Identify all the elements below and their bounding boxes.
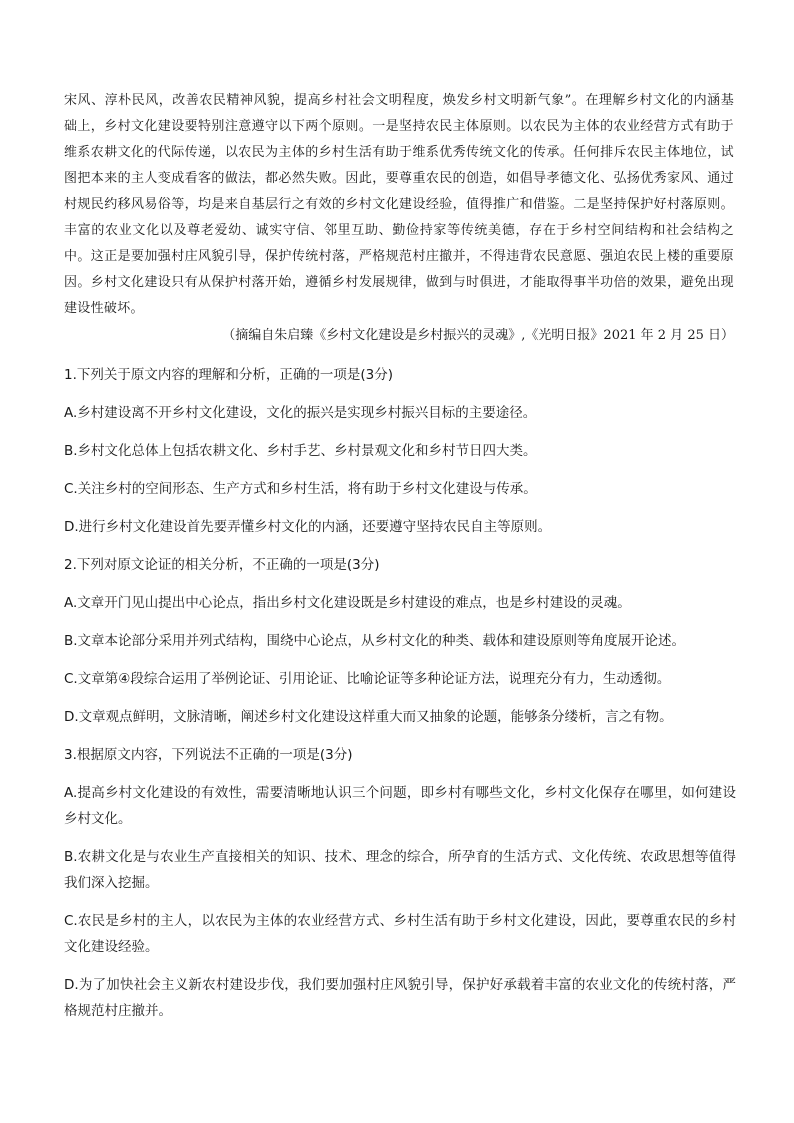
option-a: A.文章开门见山提出中心论点，指出乡村文化建设既是乡村建设的难点，也是乡村建设的灵魂。	[64, 595, 631, 611]
question-3	[64, 742, 736, 1024]
option-c: C.农民是乡村的主人，以农民为主体的农业经营方式、乡村生活有助于乡村文化建设，因此，要尊重农民的乡村文化建设经验。	[64, 913, 736, 955]
source-citation: （摘编自朱启臻《乡村文化建设是乡村振兴的灵魂》,《光明日报》2021 年 2 月 25 日）	[222, 328, 734, 343]
option-b: B.农耕文化是与农业生产直接相关的知识、技术、理念的综合，所孕育的生活方式、文化传统、农政思想等值得我们深入挖掘。	[64, 849, 736, 891]
option-b: B.文章本论部分采用并列式结构，围绕中心论点，从乡村文化的种类、载体和建设原则等角度展开论述。	[64, 633, 686, 649]
option-a: A.提高乡村文化建设的有效性，需要清晰地认识三个问题，即乡村有哪些文化，乡村文化保存在哪里，如何建设乡村文化。	[64, 785, 736, 827]
option-c: C.文章第④段综合运用了举例论证、引用论证、比喻论证等多种论证方法，说理充分有力，生动透彻。	[64, 671, 671, 687]
option-b: B.乡村文化总体上包括农耕文化、乡村手艺、乡村景观文化和乡村节日四大类。	[64, 443, 537, 459]
question-2	[64, 552, 736, 730]
question-list	[64, 362, 736, 1036]
question-stem: 2.下列对原文论证的相关分析，不正确的一项是(3分)	[64, 557, 380, 573]
question-stem: 3.根据原文内容，下列说法不正确的一项是(3分)	[64, 747, 353, 763]
option-d: D.为了加快社会主义新农村建设步伐，我们要加强村庄风貌引导，保护好承载着丰富的农业文化的传统村落，严格规范村庄撤并。	[64, 977, 736, 1019]
question-1	[64, 362, 736, 540]
passage-text: 宋风、淳朴民风，改善农民精神风貌，提高乡村社会文明程度，焕发乡村文明新气象”。在理解乡村文化的内涵基础上，乡村文化建设要特别注意遵守以下两个原则。一是坚持农民主体原则。以农民为主体的农业经营方式有助于维系农耕文化的代际传递，以农民为主体的乡村生活有助于维系优秀传统文化的传承。任何排斥农民主体地位，试图把本来的主人变成看客的做法，都必然失败。因此，要尊重农民的创造，如倡导孝德文化、弘扬优秀家风、通过村规民约移风易俗等，均是来自基层行之有效的乡村文化建设经验，值得推广和借鉴。二是坚持保护好村落原则。丰富的农业文化以及尊老爱幼、诚实守信、邻里互助、勤俭持家等传统美德，存在于乡村空间结构和社会结构之中。这正是要加强村庄风貌引导，保护传统村落，严格规范村庄撤并，不得违背农民意愿、强迫农民上楼的重要原因。乡村文化建设只有从保护村落开始，遵循乡村发展规律，做到与时俱进，才能取得事半功倍的效果，避免出现建设性破坏。	[64, 93, 734, 316]
option-a: A.乡村建设离不开乡村文化建设，文化的振兴是实现乡村振兴目标的主要途径。	[64, 405, 537, 421]
question-stem: 1.下列关于原文内容的理解和分析，正确的一项是(3分)	[64, 367, 394, 383]
option-d: D.进行乡村文化建设首先要弄懂乡村文化的内涵，还要遵守坚持农民自主等原则。	[64, 519, 552, 535]
option-d: D.文章观点鲜明，文脉清晰，阐述乡村文化建设这样重大而又抽象的论题，能够条分缕析，言之有物。	[64, 709, 673, 725]
option-c: C.关注乡村的空间形态、生产方式和乡村生活，将有助于乡村文化建设与传承。	[64, 481, 537, 497]
